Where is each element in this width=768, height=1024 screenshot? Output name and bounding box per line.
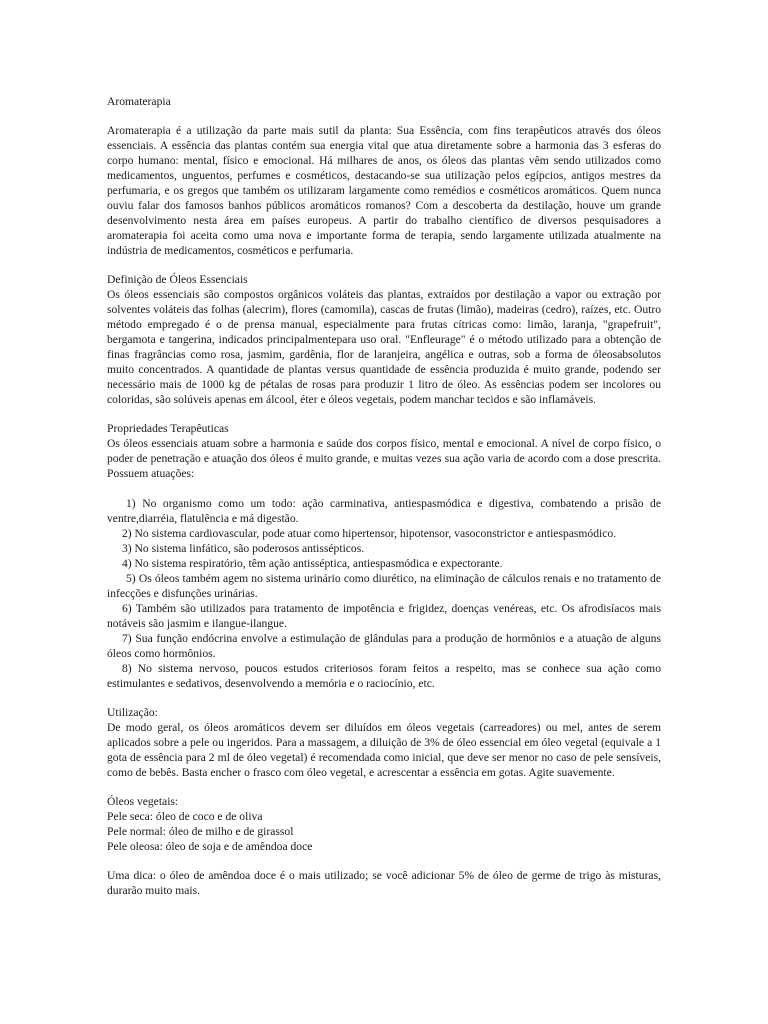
list-item: 1) No organismo como um todo: ação carminativa, antiespasmódica e digestiva, combatendo a prisão de ventre,diarréia, flatulência e má digestão. [107,497,661,525]
tip-paragraph: Uma dica: o óleo de amêndoa doce é o mais utilizado; se você adicionar 5% de óleo de germe de trigo às misturas, durarão muito mais. [107,869,661,897]
intro-paragraph: Aromaterapia é a utilização da parte mais sutil da planta: Sua Essência, com fins terapêuticos através dos óleos essenciais. A essência das plantas contém sua energia vital que atua diretamente sobre a harmonia das 3 esferas do corpo humano: mental, físico e emocional. Há milhares de anos, os óleos das plantas vêm sendo utilizados como medicamentos, unguentos, perfumes e cosméticos, destacando-se sua utilização pelos egípcios, antigos mestres da perfumaria, e os gregos que também os utilizaram largamente como remédios e cosméticos aromáticos. Quem nunca ouviu falar dos famosos banhos públicos aromáticos romanos? Com a descoberta da destilação, houve um grande desenvolvimento nesta área em países europeus. A partir do trabalho científico de diversos pesquisadores a aromaterapia foi aceita como uma nova e importante forma de terapia, sendo largamente utilizada atualmente na indústria de medicamentos, cosméticos e perfumaria. [107,124,661,257]
list-item: 3) No sistema linfático, são poderosos antissépticos. [122,542,365,555]
vegetable-oils-heading: Óleos vegetais: [107,795,179,808]
oil-line-normal-skin: Pele normal: óleo de milho e de girassol [107,825,294,838]
oil-line-dry-skin: Pele seca: óleo de coco e de oliva [107,810,263,823]
document-page [107,88,661,898]
list-item: 4) No sistema respiratório, têm ação antisséptica, antiespasmódica e expectorante. [122,557,503,570]
document-title: Aromaterapia [107,95,171,108]
properties-heading: Propriedades Terapêuticas [107,422,229,435]
properties-list [107,496,661,691]
list-item: 7) Sua função endócrina envolve a estimulação de glândulas para a produção de hormônios e a atuação de alguns óleos como hormônios. [107,632,661,660]
usage-paragraph: De modo geral, os óleos aromáticos devem ser diluídos em óleos vegetais (carreadores) ou mel, antes de serem aplicados sobre a pele ou ingeridos. Para a massagem, a diluição de 3% de óleo essencial em óleo vegetal (equivale a 1 gota de essência para 2 ml de óleo vegetal) é recomendada como inicial, que deve ser menor no caso de pele sensíveis, como de bebês. Basta encher o frasco com óleo vegetal, e acrescentar a essência em gotas. Agite suavemente. [107,721,661,779]
properties-paragraph: Os óleos essenciais atuam sobre a harmonia e saúde dos corpos físico, mental e emocional. A nível de corpo físico, o poder de penetração e atuação dos óleos é muito grande, e muitas vezes sua ação varia de acordo com a dose prescrita. Possuem atuações: [107,437,661,480]
list-item: 5) Os óleos também agem no sistema urinário como diurético, na eliminação de cálculos renais e no tratamento de infecções e disfunções urinárias. [107,572,661,600]
list-item: 6) Também são utilizados para tratamento de impotência e frigidez, doenças venéreas, etc. Os afrodisíacos mais notáveis são jasmim e ilangue-ilangue. [107,602,661,630]
usage-heading: Utilização: [107,706,158,719]
list-item: 8) No sistema nervoso, poucos estudos criteriosos foram feitos a respeito, mas se conhece sua ação como estimulantes e sedativos, desenvolvendo a memória e o raciocínio, etc. [107,662,661,690]
definition-paragraph: Os óleos essenciais são compostos orgânicos voláteis das plantas, extraídos por destilação a vapor ou extração por solventes voláteis das folhas (alecrim), flores (camomila), cascas de frutas (limão), madeiras (cedro), raízes, etc. Outro método empregado é o de prensa manual, especialmente para frutas cítricas como: limão, laranja, "grapefruit", bergamota e tangerina, indicados principalmentepara uso oral. "Enfleurage" é o método utilizado para a obtenção de finas fragrâncias como rosa, jasmim, gardênia, flor de laranjeira, angélica e outras, sob a forma de óleosabsolutos muito concentrados. A quantidade de plantas versus quantidade de essência produzida é muito grande, podendo ser necessário mais de 1000 kg de pétalas de rosas para produzir 1 litro de óleo. As essências podem ser incolores ou coloridas, são solúveis apenas em álcool, éter e óleos vegetais, podem manchar tecidos e são inflamáveis. [107,288,661,406]
oil-line-oily-skin: Pele oleosa: óleo de soja e de amêndoa doce [107,840,313,853]
list-item: 2) No sistema cardiovascular, pode atuar como hipertensor, hipotensor, vasoconstrictor e antiespasmódico. [122,527,617,540]
definition-heading: Definição de Óleos Essenciais [107,273,248,286]
